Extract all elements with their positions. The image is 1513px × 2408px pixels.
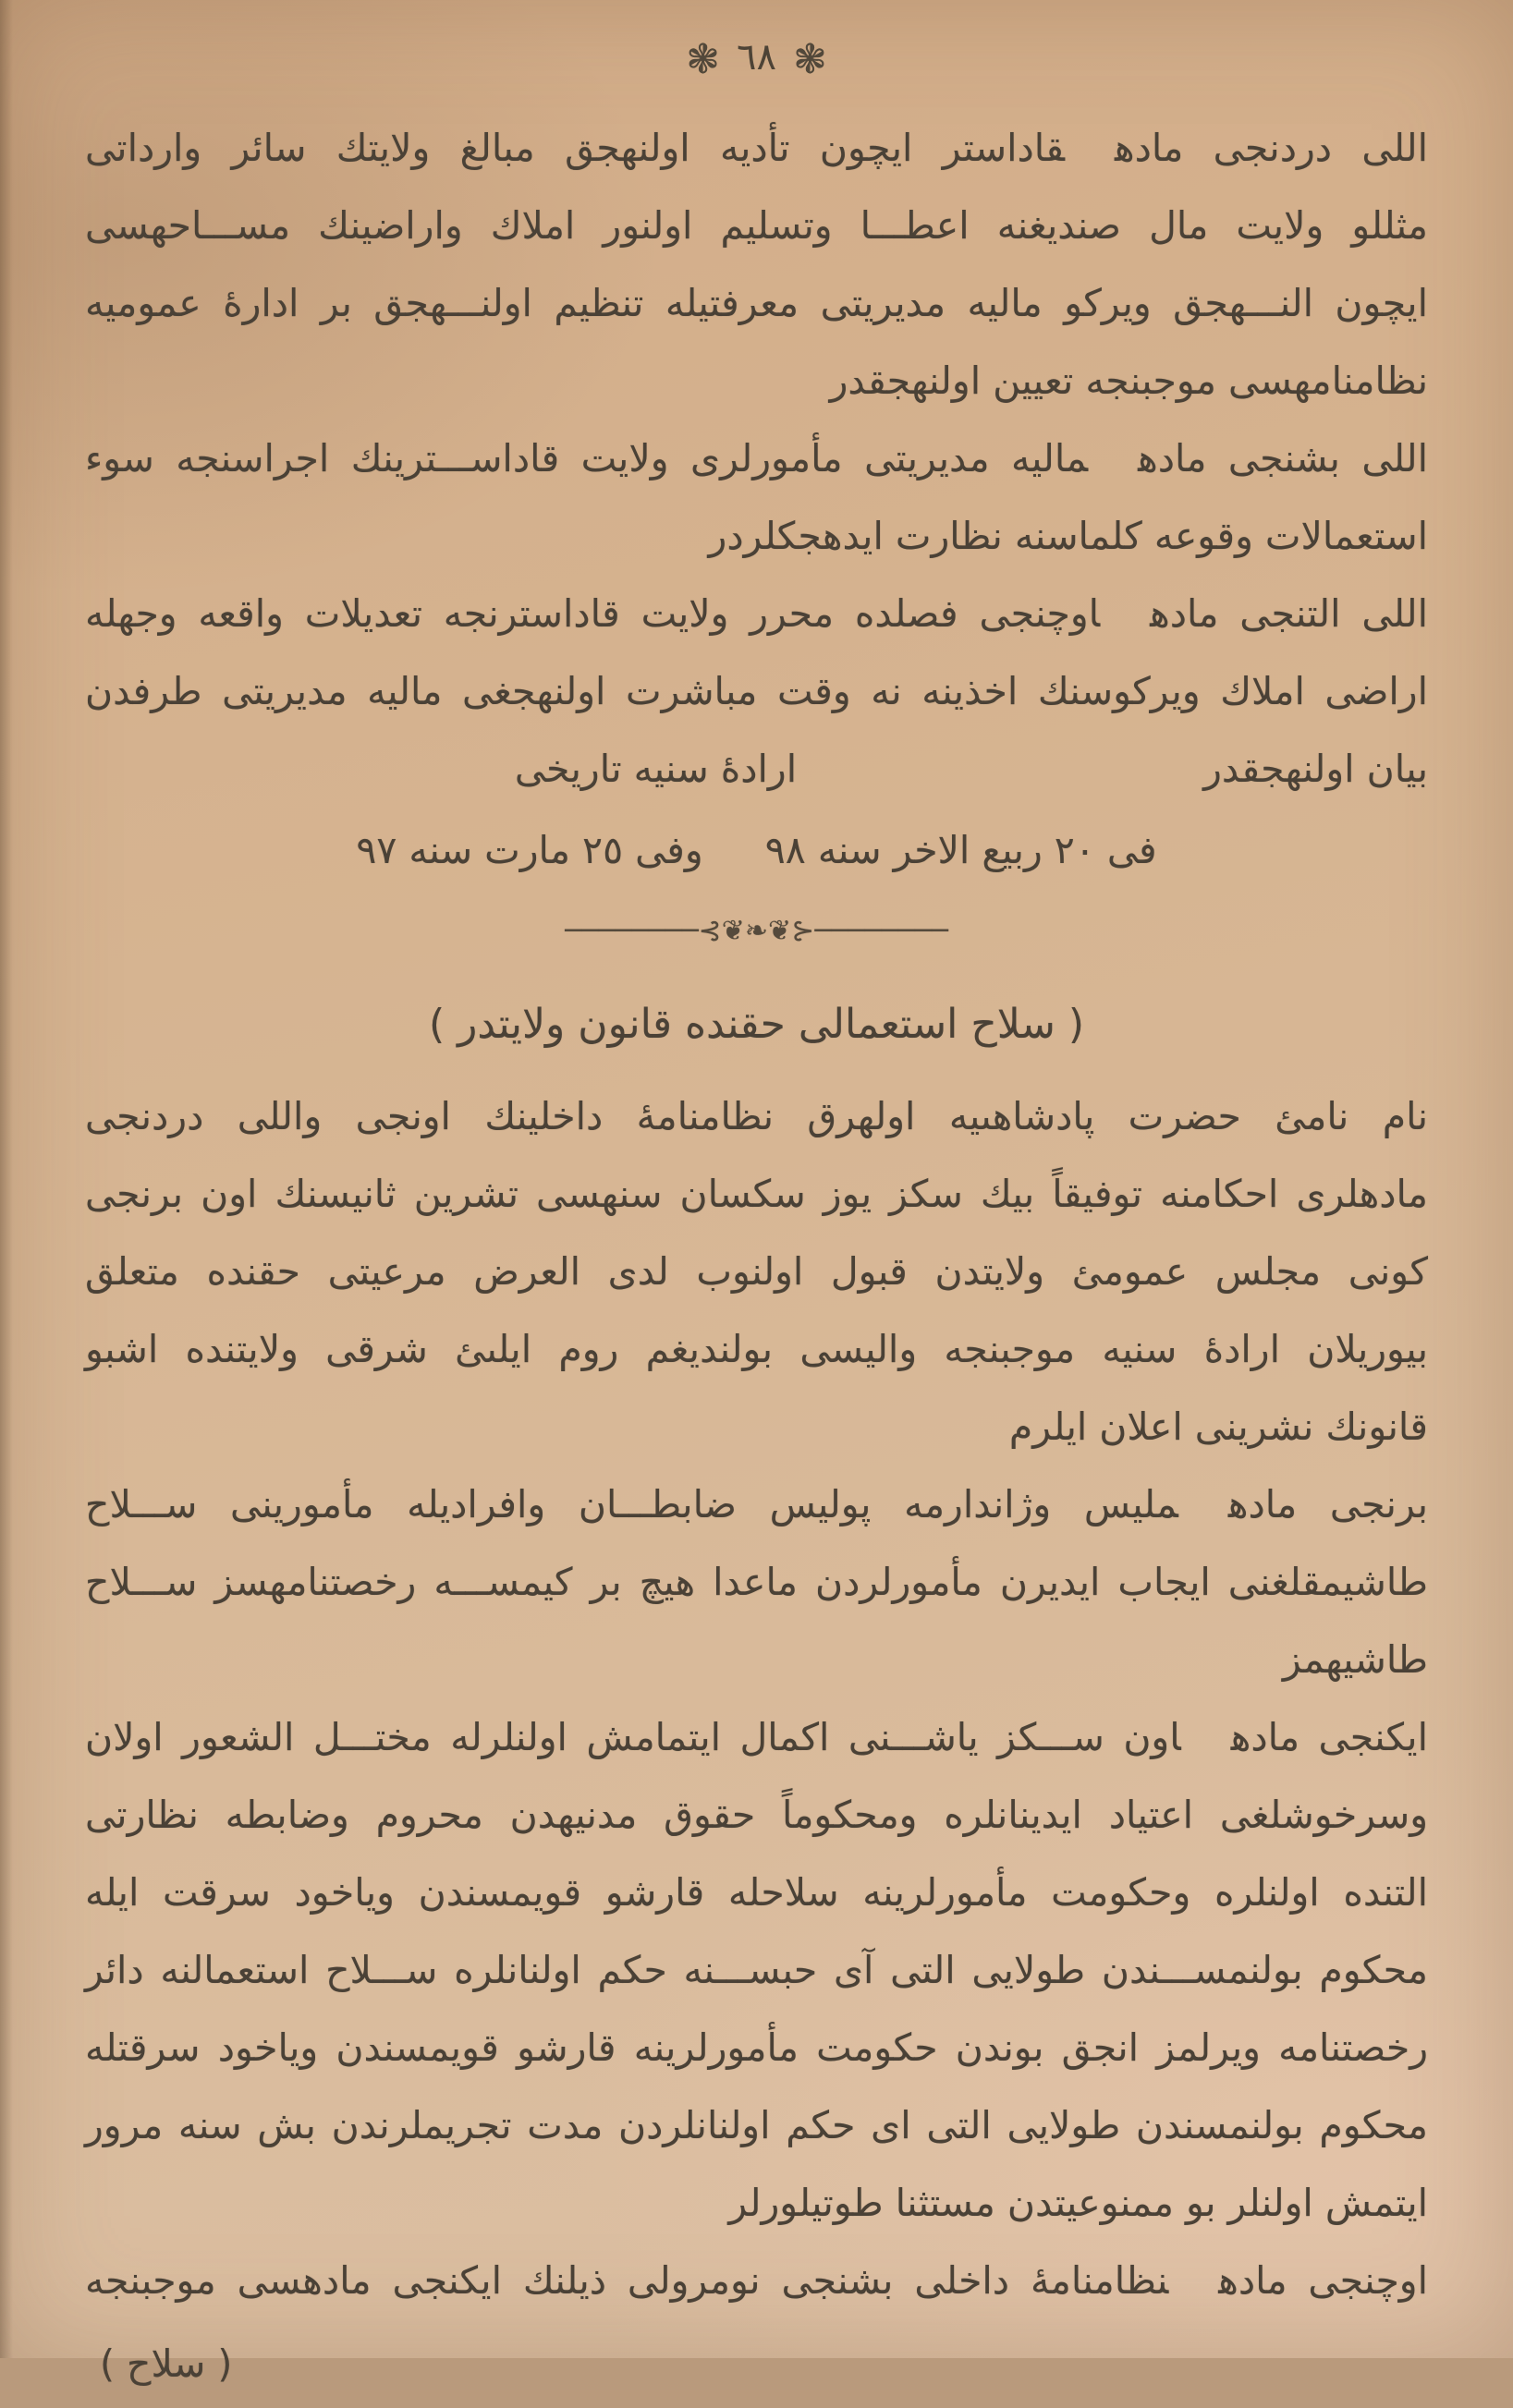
line-text: مليس وژاندارمه پوليس ضابطـــان وافراديله مأمورينى ســـلاح	[85, 1482, 1178, 1526]
text-line	[85, 1155, 1428, 1233]
text-line	[85, 342, 1428, 420]
article-label: ايكنجى ماده	[1230, 1715, 1428, 1759]
line-text: قانونك نشرينى اعلان ايلرم	[1008, 1405, 1428, 1449]
page-edge-shadow	[0, 0, 13, 2358]
line-text: التنده اولنلره وحكومت مأمورلرينه سلاحله قارشو قويمسندن وياخود سرقت ايله	[85, 1870, 1428, 1915]
line-text: ────────⊰❦❧❦⊱────────	[565, 915, 948, 947]
line-text: استعمالات وقوعه كلماسنه نظارت ايدهجكلردر	[708, 514, 1428, 558]
text-line	[85, 1543, 1428, 1621]
line-text: اوچنجى فصلده محرر ولايت قاداسترنجه تعديلات واقعه وجهله	[85, 591, 1101, 636]
line-text: بيان اولنهجقدر	[1203, 747, 1428, 791]
line-text-secondary: ارادهٔ سنيه تاريخى	[514, 747, 798, 791]
line-text: نظامنامهٔ داخلى بشنجى نومرولى ذيلنك ايكنجى مادهسى موجبنجه	[85, 2258, 1169, 2303]
line-text: اون ســـكز ياشـــنى اكمال ايتمامش اولنلرله مختـــل الشعور اولان	[85, 1715, 1181, 1759]
text-line	[85, 2086, 1428, 2164]
line-text: ( سلاح )	[100, 2341, 233, 2386]
line-text: ( سلاح استعمالى حقنده قانون ولايتدر )	[428, 1001, 1085, 1048]
text-line	[85, 1854, 1428, 1931]
catchword	[85, 2319, 1428, 2408]
text-line	[85, 1621, 1428, 1698]
line-text: محكوم بولنمسندن طولايى التى اى حكم اولنانلردن مدت تجريملرندن بش سنه مرور	[85, 2103, 1428, 2147]
text-line	[85, 1931, 1428, 2009]
text-line	[85, 187, 1428, 264]
text-line	[85, 1465, 1428, 1543]
text-line	[85, 2009, 1428, 2086]
floral-ornament-left-icon: ❃	[792, 36, 827, 83]
text-line	[85, 264, 1428, 342]
section-divider	[85, 889, 1428, 974]
article-label: اللى التنجى ماده	[1150, 591, 1428, 636]
floral-ornament-right-icon: ❃	[686, 36, 721, 83]
line-text: فى ٢٠ ربيع الاخر سنه ٩٨ وفى ٢٥ مارت سنه ٩٧	[356, 828, 1157, 872]
article-label: برنجى ماده	[1227, 1482, 1428, 1526]
line-text: مادهلرى احكامنه توفيقاً بيك سكز يوز سكسان سنهسى تشرين ثانيسنك اون برنجى	[85, 1172, 1428, 1216]
text-line	[85, 652, 1428, 730]
text-block	[85, 109, 1428, 2408]
line-text: كونى مجلس عمومئ ولايتدن قبول اولنوب لدى العرض مرعيتى حقنده متعلق	[85, 1249, 1428, 1294]
line-text: طاشيهمز	[1282, 1637, 1428, 1682]
line-text: نظامنامهسى موجبنجه تعيين اولنهجقدر	[829, 359, 1428, 403]
line-text: مثللو ولايت مال صنديغنه اعطـــا وتسليم اولنور املاك واراضينك مســـاحهسى	[85, 203, 1428, 248]
text-line	[85, 1388, 1428, 1465]
line-text: وسرخوشلغى اعتياد ايدينانلره ومحكوماً حقوق مدنيهدن محروم وضابطه نظارتى	[85, 1793, 1428, 1837]
text-line	[85, 1077, 1428, 1155]
line-text: ايچون النـــهجق ويركو ماليه مديريتى معرفتيله تنظيم اولنـــهجق بر ادارهٔ عموميه	[85, 281, 1428, 325]
line-text: رخصتنامه ويرلمز انجق بوندن حكومت مأمورلرينه قارشو قويمسندن وياخود سرقتله	[85, 2025, 1428, 2070]
article-label: اوچنجى ماده	[1218, 2258, 1428, 2303]
page-number: ٦٨	[737, 36, 776, 79]
line-text: اراضى املاك ويركوسنك اخذينه نه وقت مباشرت اولنهجغى ماليه مديريتى طرفدن	[85, 669, 1428, 713]
line-text: نام نامئ حضرت پادشاهىيه اولهرق نظامنامهٔ داخلينك اونجى واللى دردنجى	[85, 1094, 1428, 1138]
text-line	[85, 1698, 1428, 1776]
text-line	[85, 497, 1428, 575]
line-text: ايتمش اولنلر بو ممنوعيتدن مستثنا طوتيلورلر	[728, 2181, 1428, 2225]
text-line	[85, 1310, 1428, 1388]
page-header	[0, 28, 1513, 90]
law-title	[85, 978, 1428, 1072]
text-line	[85, 420, 1428, 497]
line-text: ماليه مديريتى مأمورلرى ولايت قاداســـترينك اجراسنجه سوء	[85, 436, 1089, 480]
text-line	[85, 575, 1428, 652]
text-line	[85, 2242, 1428, 2319]
date-line	[85, 811, 1428, 889]
text-line	[85, 1776, 1428, 1854]
line-text: محكوم بولنمســـندن طولايى التى آى حبســـنه حكم اولنانلره ســـلاح استعمالنه دائر	[85, 1948, 1428, 1992]
text-line	[85, 730, 1428, 808]
line-text: بيوريلان ارادهٔ سنيه موجبنجه واليسى بولنديغم روم ايلىئ شرقى ولايتنده اشبو	[85, 1327, 1428, 1371]
text-line	[85, 109, 1428, 187]
text-line	[85, 1233, 1428, 1310]
article-label: اللى بشنجى ماده	[1138, 436, 1429, 480]
line-text: طاشيمقلغنى ايجاب ايديرن مأمورلردن ماعدا هيچ بر كيمســـه رخصتنامهسز ســـلاح	[85, 1560, 1428, 1604]
line-text: قاداستر ايچون تأديه اولنهجق مبالغ ولايتك سائر وارداتى	[85, 126, 1065, 170]
text-line	[85, 2164, 1428, 2242]
article-label: اللى دردنجى ماده	[1115, 126, 1428, 170]
